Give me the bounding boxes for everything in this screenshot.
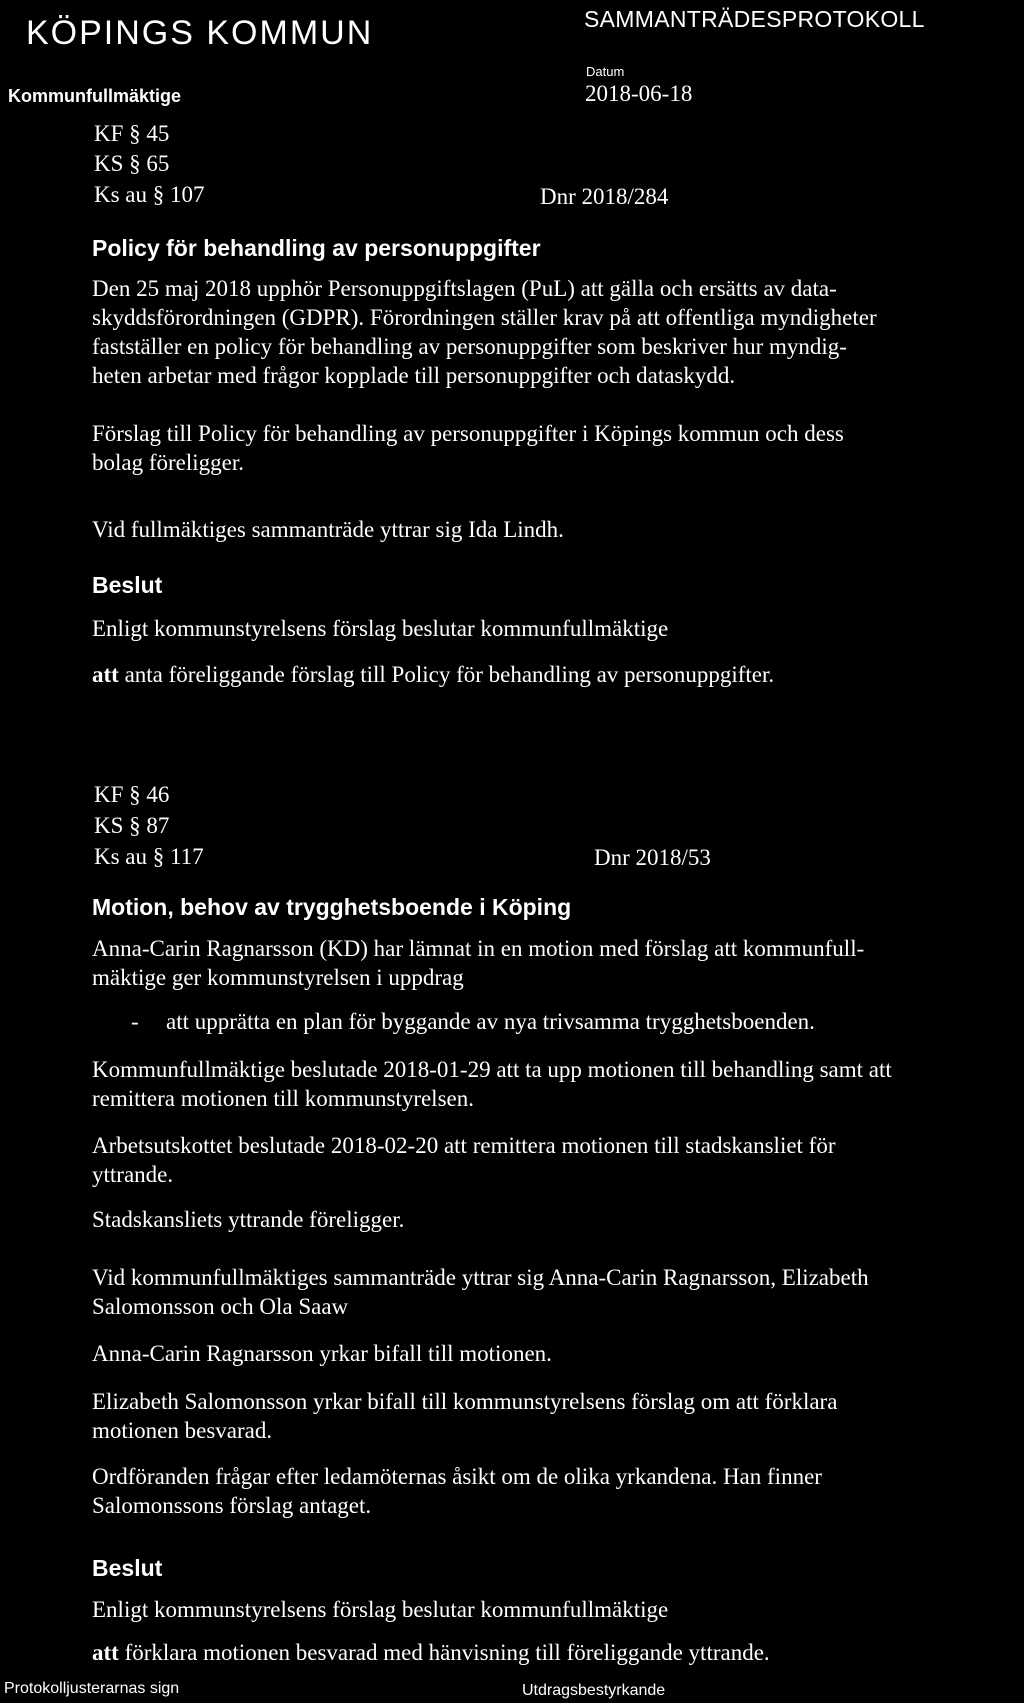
section2-dnr: Dnr 2018/53 bbox=[594, 845, 711, 870]
text-line: remittera motionen till kommunstyrelsen. bbox=[92, 1086, 474, 1111]
text-line: skyddsförordningen (GDPR). Förordningen ställer krav på att offentliga myndigheter bbox=[92, 305, 877, 330]
section2-title: Motion, behov av trygghetsboende i Köping bbox=[92, 894, 572, 920]
section2-paragraph-6 bbox=[92, 1387, 1022, 1445]
text-line: heten arbetar med frågor kopplade till personuppgifter och dataskydd. bbox=[92, 363, 736, 388]
section2-intro bbox=[92, 934, 1022, 992]
text-line: Kommunfullmäktige beslutade 2018-01-29 att ta upp motionen till behandling samt att bbox=[92, 1057, 892, 1082]
footer-certification-label: Utdragsbestyrkande bbox=[522, 1682, 666, 1699]
section1-paragraph-3 bbox=[92, 515, 1022, 544]
bullet-marker: - bbox=[131, 1009, 139, 1034]
att-keyword: att bbox=[92, 1640, 119, 1665]
text-line: Ordföranden frågar efter ledamöternas åsikt om de olika yrkandena. Han finner bbox=[92, 1464, 822, 1489]
section2-ref-kf: KF § 46 bbox=[94, 782, 170, 807]
section1-dnr: Dnr 2018/284 bbox=[540, 184, 669, 209]
organization-name: KÖPINGS KOMMUN bbox=[26, 14, 374, 52]
text-line: Salomonsson och Ola Saaw bbox=[92, 1294, 349, 1319]
section1-title: Policy för behandling av personuppgifter bbox=[92, 235, 541, 261]
text-line: fastställer en policy för behandling av personuppgifter som beskriver hur myndig- bbox=[92, 334, 847, 359]
text-line: motionen besvarad. bbox=[92, 1418, 273, 1443]
text-line: Förslag till Policy för behandling av personuppgifter i Köpings kommun och dess bbox=[92, 421, 844, 446]
text-line: bolag föreligger. bbox=[92, 450, 245, 475]
text-line: Salomonssons förslag antaget. bbox=[92, 1493, 372, 1518]
footer-signature-label: Protokolljusterarnas sign bbox=[4, 1680, 180, 1697]
section1-ref-ksau: Ks au § 107 bbox=[94, 182, 205, 207]
section1-ref-kf: KF § 45 bbox=[94, 121, 170, 146]
text-line: Stadskansliets yttrande föreligger. bbox=[92, 1207, 405, 1232]
text-line: Vid fullmäktiges sammanträde yttrar sig Ida Lindh. bbox=[92, 517, 564, 542]
section1-paragraph-2 bbox=[92, 419, 1022, 477]
text-line: Arbetsutskottet beslutade 2018-02-20 att remittera motionen till stadskansliet för bbox=[92, 1133, 836, 1158]
text-line: mäktige ger kommunstyrelsen i uppdrag bbox=[92, 965, 464, 990]
section1-decision-heading: Beslut bbox=[92, 572, 163, 598]
text-line: Anna-Carin Ragnarsson yrkar bifall till motionen. bbox=[92, 1341, 552, 1366]
section1-paragraph-1 bbox=[92, 274, 1022, 390]
body-name: Kommunfullmäktige bbox=[8, 86, 182, 106]
section2-paragraph-7 bbox=[92, 1462, 1022, 1520]
section2-paragraph-2 bbox=[92, 1131, 1022, 1189]
text-line: Elizabeth Salomonsson yrkar bifall till kommunstyrelsens förslag om att förklara bbox=[92, 1389, 838, 1414]
section2-ref-ksau: Ks au § 117 bbox=[94, 844, 204, 869]
date-label: Datum bbox=[586, 64, 625, 79]
section1-decision bbox=[92, 660, 1022, 689]
section2-decision-intro: Enligt kommunstyrelsens förslag beslutar kommunfullmäktige bbox=[92, 1597, 669, 1622]
section2-ref-ks: KS § 87 bbox=[94, 813, 170, 838]
text-line: Anna-Carin Ragnarsson (KD) har lämnat in en motion med förslag att kommunfull- bbox=[92, 936, 865, 961]
att-keyword: att bbox=[92, 662, 119, 687]
section1-ref-ks: KS § 65 bbox=[94, 151, 170, 176]
section2-paragraph-1 bbox=[92, 1055, 1022, 1113]
section2-paragraph-3 bbox=[92, 1205, 1022, 1234]
bullet-item: att upprätta en plan för byggande av nya trivsamma trygghetsboenden. bbox=[166, 1009, 815, 1034]
section2-paragraph-4 bbox=[92, 1263, 1022, 1321]
section2-decision-heading: Beslut bbox=[92, 1555, 163, 1581]
decision-text: anta föreliggande förslag till Policy för behandling av personuppgifter. bbox=[118, 662, 775, 687]
date-value: 2018-06-18 bbox=[585, 81, 693, 106]
text-line: yttrande. bbox=[92, 1162, 174, 1187]
text-line: Den 25 maj 2018 upphör Personuppgiftslagen (PuL) att gälla och ersätts av data- bbox=[92, 276, 837, 301]
decision-text: förklara motionen besvarad med hänvisning till föreliggande yttrande. bbox=[118, 1640, 770, 1665]
section2-decision bbox=[92, 1638, 1022, 1667]
text-line: Vid kommunfullmäktiges sammanträde yttrar sig Anna-Carin Ragnarsson, Elizabeth bbox=[92, 1265, 869, 1290]
document-type: SAMMANTRÄDESPROTOKOLL bbox=[584, 6, 925, 32]
section1-decision-intro: Enligt kommunstyrelsens förslag beslutar kommunfullmäktige bbox=[92, 616, 669, 641]
section2-paragraph-5 bbox=[92, 1339, 1022, 1368]
